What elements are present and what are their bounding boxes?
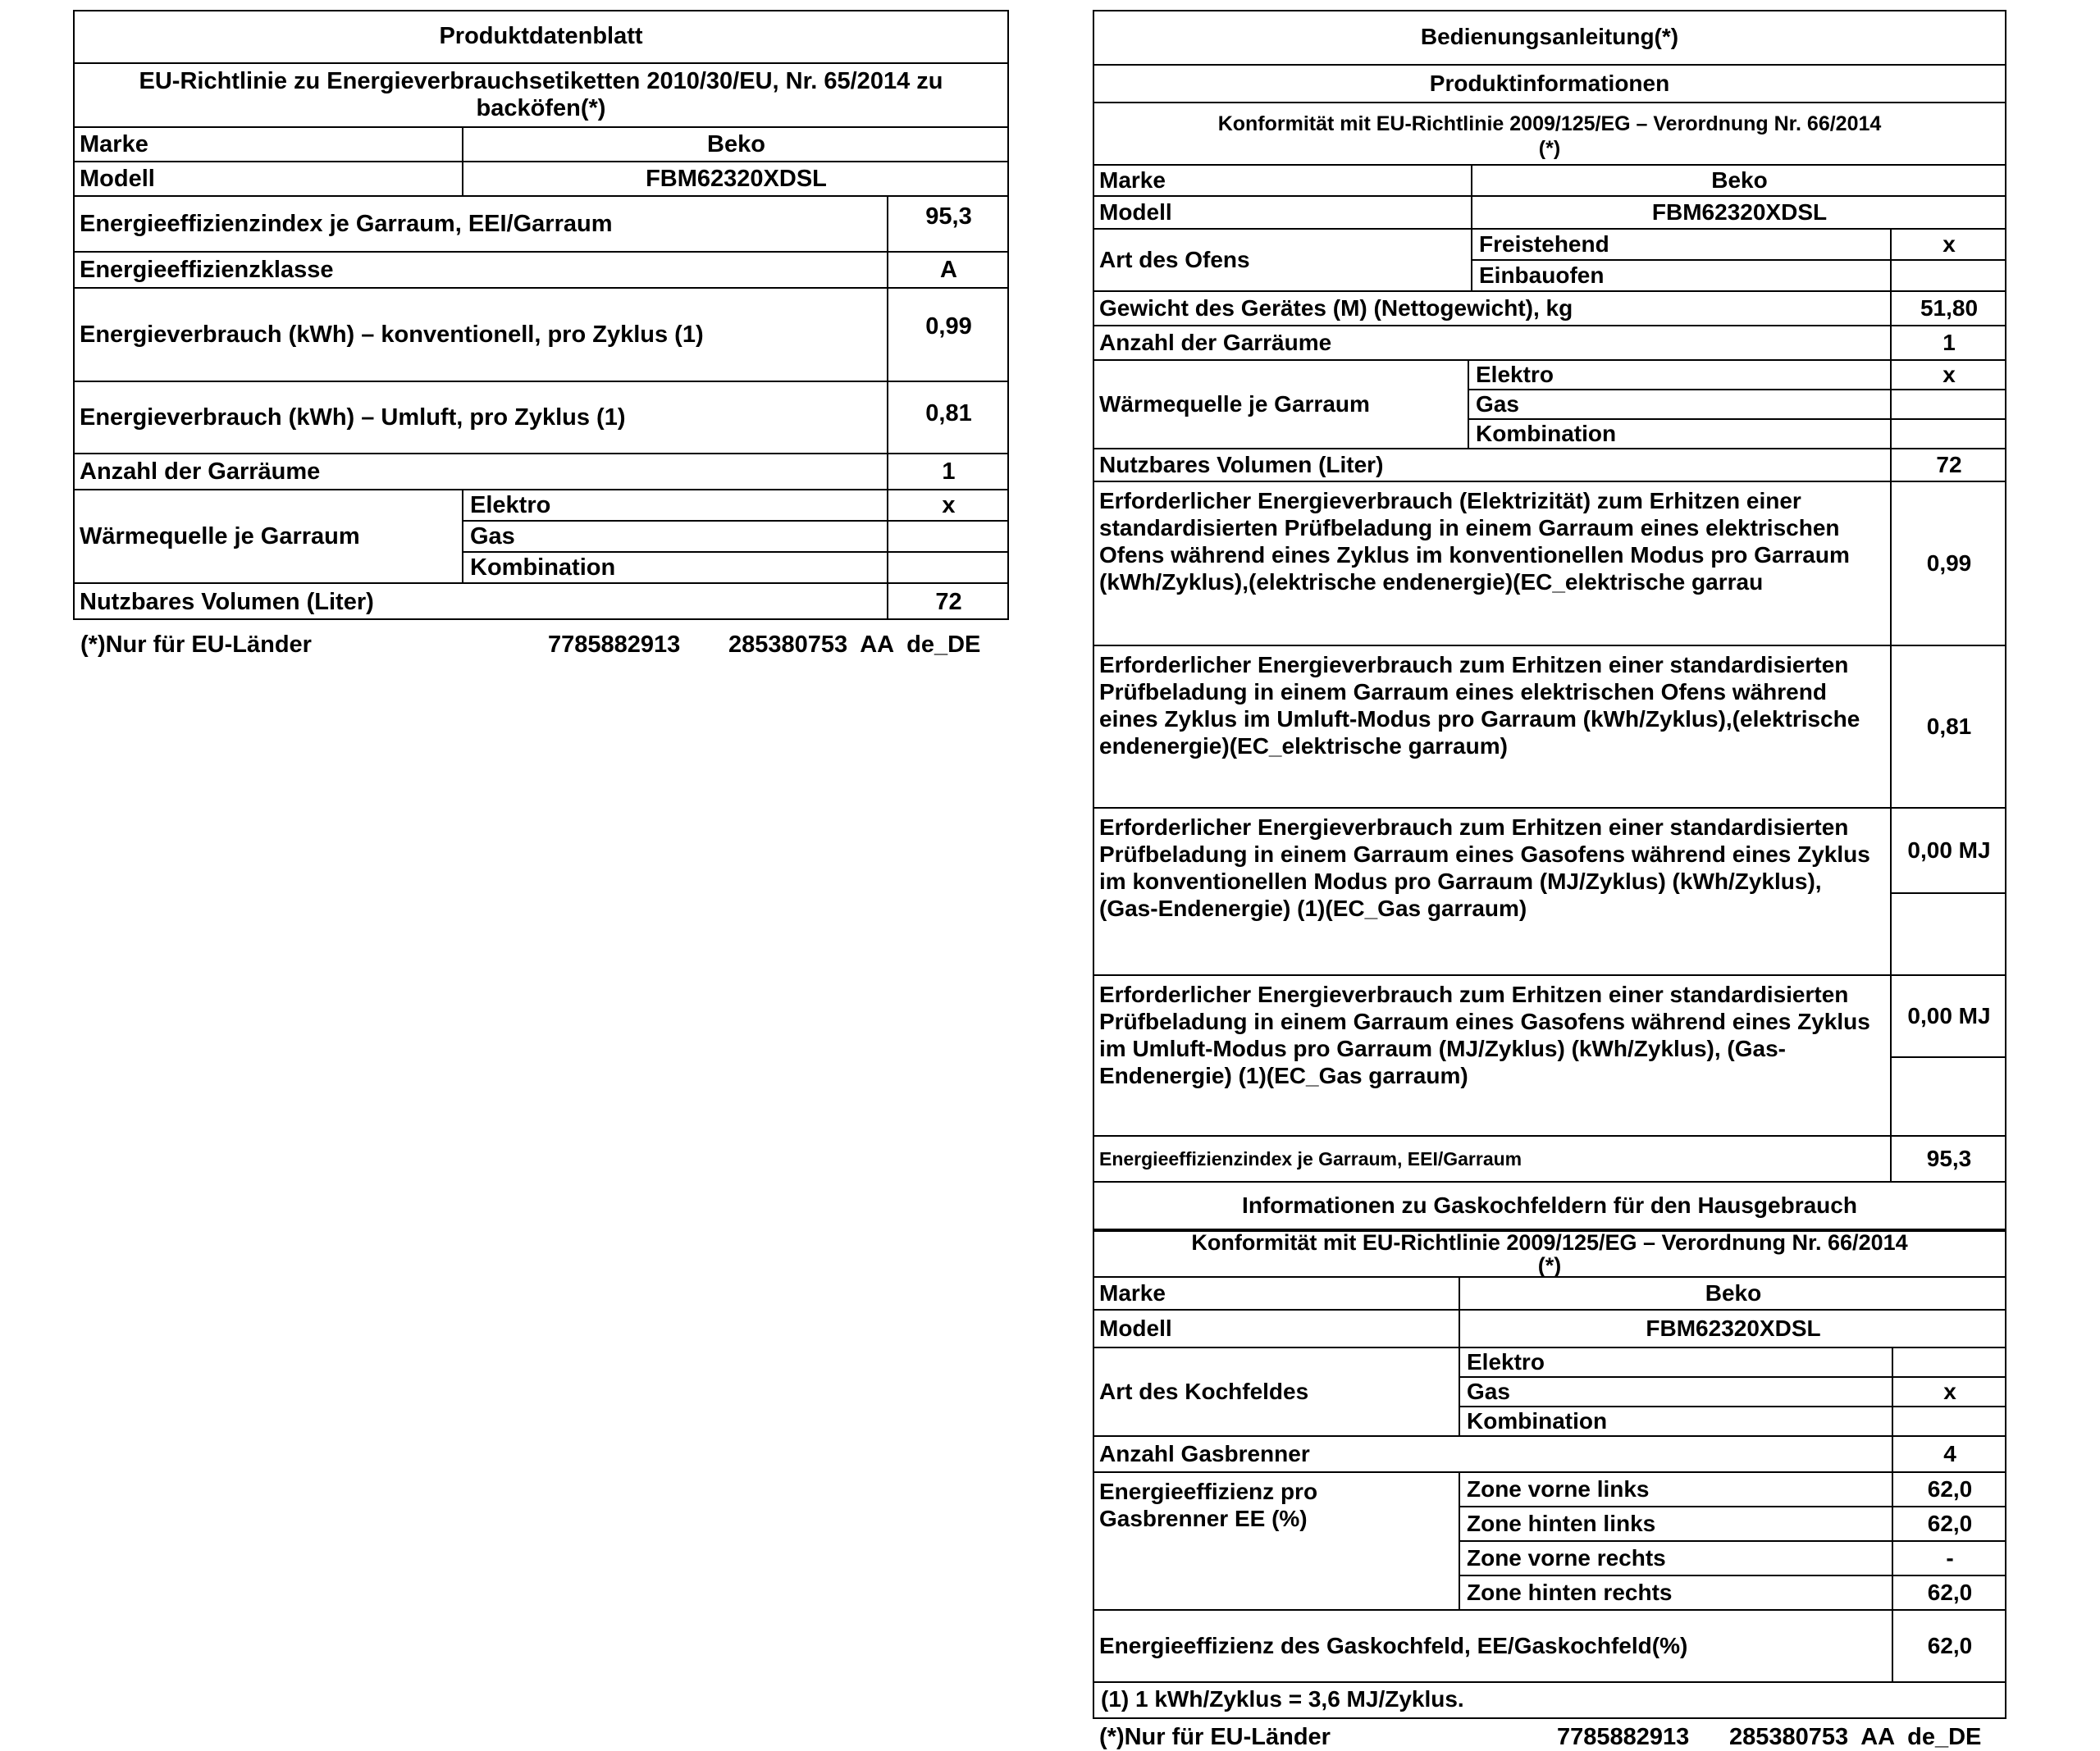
right-heat-elektro-value: x bbox=[1892, 361, 2006, 390]
right-zone3-value: - bbox=[1893, 1542, 2006, 1576]
right-heat-label: Wärmequelle je Garraum bbox=[1093, 361, 1469, 449]
right-eei-label: Energieeffizienzindex je Garraum, EEI/Garraum bbox=[1093, 1137, 1892, 1183]
left-footer-note: (*)Nur für EU-Länder bbox=[80, 632, 312, 658]
left-footer-ref: 285380753 AA de_DE bbox=[728, 632, 981, 658]
right-ee-burner-label: Energieeffizienz pro Gasbrenner EE (%) bbox=[1093, 1473, 1460, 1611]
right-model-value: FBM62320XDSL bbox=[1472, 197, 2006, 230]
right-subtitle: Produktinformationen bbox=[1093, 66, 2006, 103]
right-eei-value: 95,3 bbox=[1892, 1137, 2006, 1183]
right-ec-gas-conv-label: Erforderlicher Energieverbrauch zum Erhitzen einer standardisierten Prüfbeladung in einem Garraum eines Gasofens während eines Zyklus im konventionellen Modus pro Garraum (MJ/Zyklus) (kWh/Zyklus), (Gas-Endenergie) (1)(EC_Gas garraum) bbox=[1093, 809, 1892, 976]
right-zone2-label: Zone hinten links bbox=[1460, 1507, 1893, 1542]
right-ee-hob-value: 62,0 bbox=[1893, 1611, 2006, 1683]
left-conv-label: Energieverbrauch (kWh) – konventionell, pro Zyklus (1) bbox=[73, 289, 888, 382]
left-heat-gas-value bbox=[888, 522, 1009, 553]
right-ec-gas-fan-empty bbox=[1892, 1058, 2006, 1137]
right-footer-note: (*)Nur für EU-Länder bbox=[1099, 1724, 1331, 1750]
left-heat-elektro-value: x bbox=[888, 490, 1009, 522]
right-hob-model-value: FBM62320XDSL bbox=[1460, 1311, 2006, 1348]
right-einbau-value bbox=[1892, 261, 2006, 292]
right-model-label: Modell bbox=[1093, 197, 1472, 230]
right-zone4-label: Zone hinten rechts bbox=[1460, 1576, 1893, 1611]
right-hob-kombi-value bbox=[1893, 1407, 2006, 1437]
right-ec-gas-conv-empty bbox=[1892, 894, 2006, 976]
right-weight-value: 51,80 bbox=[1892, 292, 2006, 326]
right-ec-gas-fan-value: 0,00 MJ bbox=[1892, 976, 2006, 1058]
right-ec-elec-conv-label: Erforderlicher Energieverbrauch (Elektrizität) zum Erhitzen einer standardisierten Prüfbeladung in einem Garraum eines elektrischen Ofens während eines Zyklus im konventionellen Modus pro Garraum (kWh/Zyklus),(elektrische endenergie)(EC_elektrische garrau bbox=[1093, 482, 1892, 646]
left-conv-value: 0,99 bbox=[888, 289, 1009, 382]
right-burners-value: 4 bbox=[1893, 1437, 2006, 1473]
left-volume-value: 72 bbox=[935, 588, 962, 615]
left-eei-label: Energieeffizienzindex je Garraum, EEI/Garraum bbox=[73, 197, 888, 253]
right-cavities-value: 1 bbox=[1892, 326, 2006, 361]
right-hob-brand-value: Beko bbox=[1460, 1278, 2006, 1311]
left-fan-label: Energieverbrauch (kWh) – Umluft, pro Zyklus (1) bbox=[73, 382, 888, 454]
right-ec-gas-conv-value: 0,00 MJ bbox=[1892, 809, 2006, 894]
right-hob-gas-value: x bbox=[1893, 1378, 2006, 1407]
left-heat-elektro: Elektro bbox=[463, 490, 888, 522]
right-weight-label: Gewicht des Gerätes (M) (Nettogewicht), kg bbox=[1093, 292, 1892, 326]
left-heat-kombi-value bbox=[888, 553, 1009, 584]
right-burners-label: Anzahl Gasbrenner bbox=[1093, 1437, 1893, 1473]
right-conformity-line2: (*) bbox=[1538, 136, 1561, 160]
right-zone4-value: 62,0 bbox=[1893, 1576, 2006, 1611]
right-hob-title: Informationen zu Gaskochfeldern für den Hausgebrauch bbox=[1093, 1183, 2006, 1232]
right-heat-elektro: Elektro bbox=[1469, 361, 1892, 390]
right-heat-gas: Gas bbox=[1469, 390, 1892, 420]
left-footer-code: 7785882913 bbox=[548, 632, 681, 658]
left-heat-gas: Gas bbox=[463, 522, 888, 553]
right-volume-value: 72 bbox=[1892, 449, 2006, 482]
right-ec-elec-conv-value: 0,99 bbox=[1892, 482, 2006, 646]
right-hob-conformity-line1: Konformität mit EU-Richtlinie 2009/125/EG – Verordnung Nr. 66/2014 bbox=[1191, 1229, 1908, 1255]
right-hob-gas: Gas bbox=[1460, 1378, 1893, 1407]
left-model-label: Modell bbox=[73, 162, 463, 197]
right-volume-label: Nutzbares Volumen (Liter) bbox=[1093, 449, 1892, 482]
right-footer-code: 7785882913 bbox=[1557, 1724, 1690, 1750]
left-cavities-label: Anzahl der Garräume bbox=[73, 454, 888, 490]
right-cavities-label: Anzahl der Garräume bbox=[1093, 326, 1892, 361]
right-ec-gas-fan-label: Erforderlicher Energieverbrauch zum Erhitzen einer standardisierten Prüfbeladung in einem Garraum eines Gasofens während eines Zyklus im Umluft-Modus pro Garraum (MJ/Zyklus) (kWh/Zyklus), (Gas-Endenergie) (1)(EC_Gas garraum) bbox=[1093, 976, 1892, 1137]
left-subtitle: EU-Richtlinie zu Energieverbrauchsetiketten 2010/30/EU, Nr. 65/2014 zu backöfen(*) bbox=[107, 64, 975, 128]
right-zone2-value: 62,0 bbox=[1893, 1507, 2006, 1542]
right-ec-elec-fan-label: Erforderlicher Energieverbrauch zum Erhitzen einer standardisierten Prüfbeladung in einem Garraum eines elektrischen Ofens während eines Zyklus im Umluft-Modus pro Garraum (kWh/Zyklus),(elektrische endenergie)(EC_elektrische garraum) bbox=[1093, 646, 1892, 809]
right-hob-elektro-value bbox=[1893, 1348, 2006, 1378]
right-hob-elektro: Elektro bbox=[1460, 1348, 1893, 1378]
left-model-value: FBM62320XDSL bbox=[463, 162, 1009, 197]
right-einbau: Einbauofen bbox=[1472, 261, 1892, 292]
right-heat-kombi: Kombination bbox=[1469, 420, 1892, 449]
right-hob-model-label: Modell bbox=[1093, 1311, 1460, 1348]
right-hob-kombi: Kombination bbox=[1460, 1407, 1893, 1437]
right-title: Bedienungsanleitung(*) bbox=[1093, 10, 2006, 66]
left-cavities-value: 1 bbox=[888, 454, 1009, 490]
right-hob-conformity-line2: (*) bbox=[1537, 1252, 1562, 1278]
left-brand-value: Beko bbox=[463, 128, 1009, 162]
left-class-label: Energieeffizienzklasse bbox=[73, 253, 888, 289]
right-brand-label: Marke bbox=[1093, 166, 1472, 197]
right-hob-type-label: Art des Kochfeldes bbox=[1093, 1348, 1460, 1437]
right-zone3-label: Zone vorne rechts bbox=[1460, 1542, 1893, 1576]
left-heat-kombi: Kombination bbox=[463, 553, 888, 584]
right-footer-ref: 285380753 AA de_DE bbox=[1729, 1724, 1982, 1750]
right-zone1-value: 62,0 bbox=[1893, 1473, 2006, 1507]
left-title: Produktdatenblatt bbox=[73, 10, 1009, 64]
right-hob-brand-label: Marke bbox=[1093, 1278, 1460, 1311]
right-ec-elec-fan-value: 0,81 bbox=[1892, 646, 2006, 809]
right-ee-hob-label: Energieeffizienz des Gaskochfeld, EE/Gaskochfeld(%) bbox=[1093, 1611, 1893, 1683]
right-conformity-line1: Konformität mit EU-Richtlinie 2009/125/EG – Verordnung Nr. 66/2014 bbox=[1217, 112, 1882, 135]
left-fan-value: 0,81 bbox=[888, 382, 1009, 454]
left-class-value: A bbox=[888, 253, 1009, 289]
right-freistehend-value: x bbox=[1892, 230, 2006, 261]
right-brand-value: Beko bbox=[1472, 166, 2006, 197]
right-oven-type-label: Art des Ofens bbox=[1093, 230, 1472, 292]
left-heat-label: Wärmequelle je Garraum bbox=[73, 490, 463, 584]
left-volume-label: Nutzbares Volumen (Liter) bbox=[73, 584, 888, 620]
right-freistehend: Freistehend bbox=[1472, 230, 1892, 261]
right-zone1-label: Zone vorne links bbox=[1460, 1473, 1893, 1507]
right-heat-gas-value bbox=[1892, 390, 2006, 420]
right-heat-kombi-value bbox=[1892, 420, 2006, 449]
left-subtitle-row bbox=[73, 64, 1009, 128]
right-footnote: (1) 1 kWh/Zyklus = 3,6 MJ/Zyklus. bbox=[1093, 1681, 2006, 1719]
left-eei-value: 95,3 bbox=[888, 197, 1009, 253]
left-brand-label: Marke bbox=[73, 128, 463, 162]
